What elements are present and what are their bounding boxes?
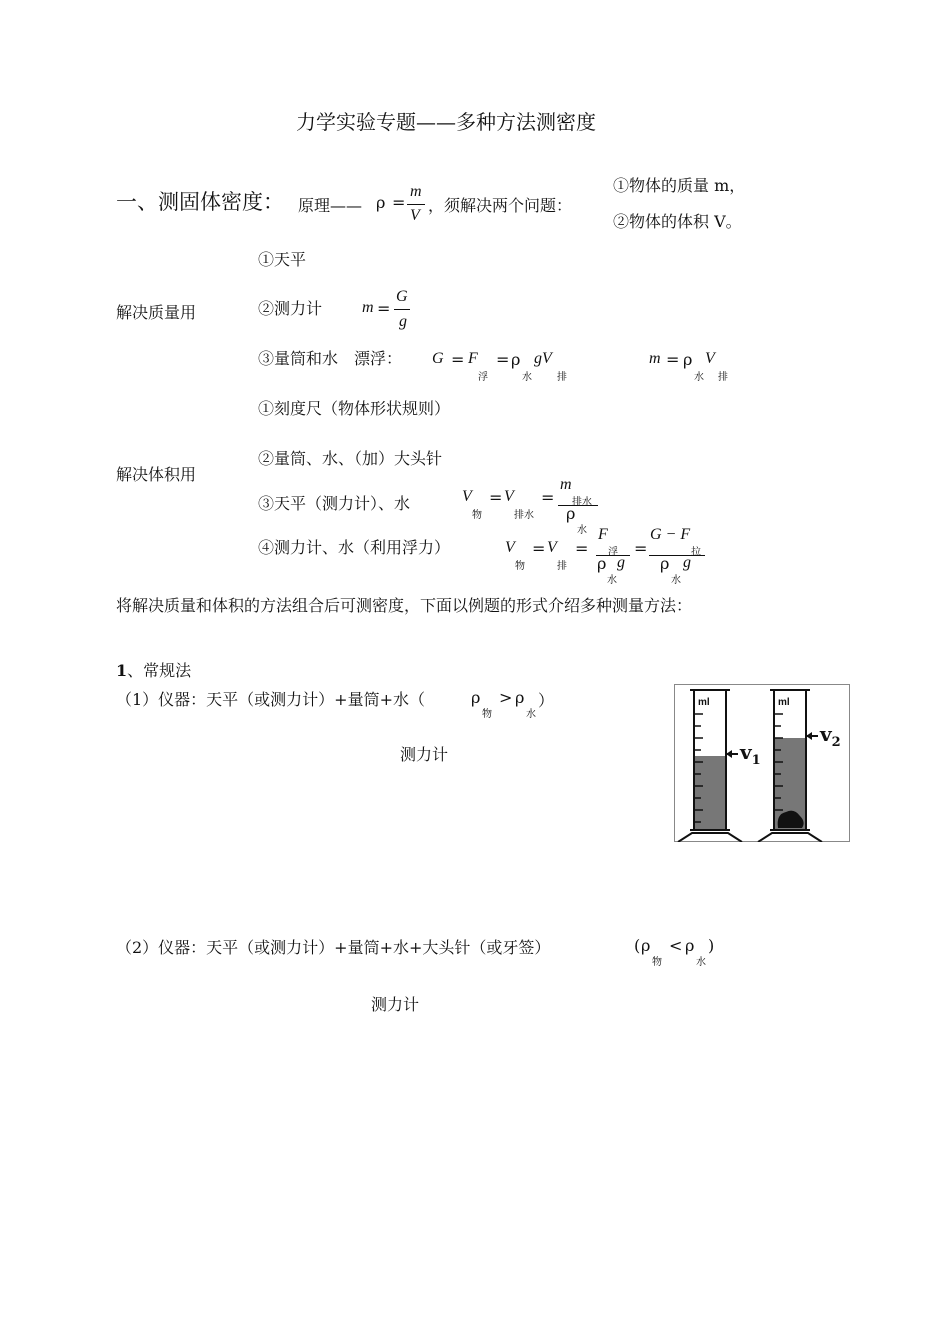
formula-eq: = — [496, 350, 510, 369]
formula-m: m — [560, 476, 572, 493]
formula-F: F — [598, 526, 608, 543]
subscript-pai: 排 — [557, 561, 567, 572]
formula-G-minus-F: G − F — [650, 526, 691, 543]
formula-eq: = — [489, 488, 503, 507]
method-heading — [116, 658, 191, 681]
problem-volume: ②物体的体积 V。 — [613, 212, 742, 231]
principle-label: 原理—— — [298, 196, 363, 215]
subscript-fu: 浮 — [478, 372, 488, 383]
method1-sub1: （1）仪器：天平（或测力计）+量筒+水（ — [116, 690, 425, 709]
mass-label: 解决质量用 — [116, 303, 197, 322]
subscript-shui: 水 — [577, 525, 587, 536]
formula-rho: ρ — [660, 554, 670, 573]
fraction-denominator-v: V — [410, 207, 420, 224]
volume-label: 解决体积用 — [116, 465, 197, 484]
formula-m: m — [649, 350, 661, 367]
volume-item-cylinder-pin: ②量筒、水、（加）大头针 — [258, 449, 443, 468]
fraction-bar — [558, 505, 598, 506]
intro-text: 将解决质量和体积的方法组合后可测密度，下面以例题的形式介绍多种测量方法： — [116, 596, 693, 615]
v2-letter: v — [820, 722, 832, 746]
formula-eq: = — [575, 539, 589, 558]
subscript-wu: 物 — [515, 561, 525, 572]
formula-rho: ρ — [597, 554, 607, 573]
note-spring-scale: 测力计 — [400, 745, 449, 764]
formula-rho: ρ — [685, 936, 695, 955]
equals-sign: = — [392, 193, 406, 212]
volume-item-ruler: ①刻度尺（物体形状规则） — [258, 399, 451, 418]
close-paren: ) — [708, 936, 715, 955]
formula-eq: = — [532, 539, 546, 558]
subscript-wu: 物 — [472, 510, 482, 521]
subscript-shui: 水 — [607, 575, 617, 586]
page-title: 力学实验专题——多种方法测密度 — [296, 110, 596, 134]
formula-eq: = — [541, 488, 555, 507]
formula-g-lower: g — [399, 313, 407, 330]
section-heading: 一、测固体密度： — [116, 190, 284, 214]
formula-gV: gV — [534, 350, 552, 367]
formula-V: V — [462, 488, 472, 505]
subscript-shui: 水 — [696, 957, 706, 968]
method1-sub2: （2）仪器：天平（或测力计）+量筒+水+大头针（或牙签） — [116, 938, 551, 957]
greater-than: > — [499, 688, 513, 707]
formula-rho: ρ — [471, 688, 481, 707]
subscript-shui: 水 — [694, 372, 704, 383]
water-level-1 — [695, 756, 725, 829]
formula-g: g — [683, 554, 691, 571]
subscript-paishui: 排水 — [572, 497, 592, 508]
subscript-pai: 排 — [557, 372, 567, 383]
fraction-bar — [649, 555, 705, 556]
subscript-shui: 水 — [526, 709, 536, 720]
v1-label — [740, 740, 761, 768]
formula-eq: = — [666, 350, 680, 369]
formula-V: V — [504, 488, 514, 505]
method-title: 、常规法 — [127, 661, 192, 680]
v2-label — [820, 722, 841, 750]
formula-rho: ρ — [683, 350, 693, 369]
mass-item-spring-scale: ②测力计 — [258, 299, 323, 318]
fraction-numerator-m: m — [410, 183, 422, 200]
principle-tail: ，须解决两个问题： — [428, 196, 573, 215]
mass-item-balance: ①天平 — [258, 250, 307, 269]
subscript-pai: 排 — [718, 372, 728, 383]
less-than: < — [669, 936, 683, 955]
formula-F: F — [468, 350, 478, 367]
formula-m: m — [362, 299, 374, 316]
volume-item-balance-water: ③天平（测力计）、水 — [258, 494, 411, 513]
formula-g-upper: G — [396, 288, 408, 305]
subscript-wu: 物 — [482, 709, 492, 720]
open-paren: ( — [634, 936, 641, 955]
formula-V: V — [705, 350, 715, 367]
v2-subscript: 2 — [831, 735, 841, 750]
formula-rho: ρ — [515, 688, 525, 707]
formula-V: V — [505, 539, 515, 556]
v1-subscript: 1 — [751, 753, 761, 768]
formula-eq: = — [451, 350, 465, 369]
unit-label-2: ml — [778, 697, 790, 708]
formula-g: g — [617, 554, 625, 571]
note-spring-scale-2: 测力计 — [371, 995, 420, 1014]
fraction-bar — [407, 204, 425, 205]
fraction-bar — [394, 309, 410, 310]
subscript-paishui: 排水 — [514, 510, 534, 521]
formula-eq: = — [377, 299, 391, 318]
problem-mass: ①物体的质量 m， — [613, 176, 746, 195]
unit-label-1: ml — [698, 697, 710, 708]
mass-item-cylinder-water: ③量筒和水 漂浮： — [258, 349, 403, 368]
formula-eq: = — [634, 539, 648, 558]
method-number: 1 — [116, 661, 128, 680]
subscript-la: 拉 — [691, 547, 701, 558]
subscript-fu: 浮 — [608, 547, 618, 558]
formula-V: V — [547, 539, 557, 556]
subscript-shui: 水 — [522, 372, 532, 383]
subscript-shui: 水 — [671, 575, 681, 586]
formula-rho: ρ — [566, 504, 576, 523]
formula-G: G — [432, 350, 444, 367]
rho-symbol: ρ — [376, 193, 386, 212]
v1-letter: v — [740, 740, 752, 764]
volume-item-buoyancy: ④测力计、水（利用浮力） — [258, 538, 451, 557]
close-paren: ） — [538, 691, 555, 710]
formula-rho: ρ — [641, 936, 651, 955]
formula-rho: ρ — [511, 350, 521, 369]
subscript-wu: 物 — [652, 957, 662, 968]
